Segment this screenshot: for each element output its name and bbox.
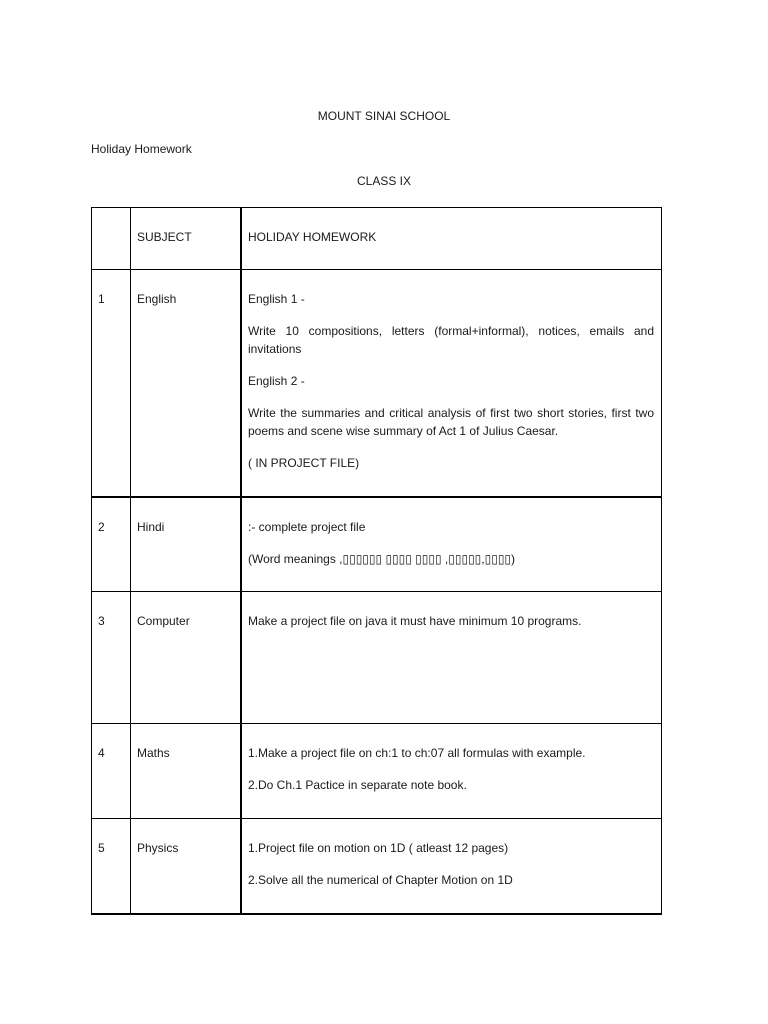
subject-name: Maths — [137, 746, 170, 760]
subject-cell — [131, 724, 242, 819]
header-homework-label: HOLIDAY HOMEWORK — [248, 230, 377, 244]
table-header-row — [92, 208, 662, 270]
table-row — [92, 724, 662, 819]
homework-cell — [241, 497, 662, 592]
document-title: Holiday Homework — [91, 142, 192, 156]
table-row — [92, 270, 662, 497]
row-number-cell — [92, 819, 131, 914]
homework-text: ( IN PROJECT FILE) — [248, 456, 360, 470]
subject-cell — [131, 819, 242, 914]
homework-text: Make a project file on java it must have minimum 10 programs. — [248, 614, 582, 628]
homework-text: (Word meanings ,▯▯▯▯▯▯ ▯▯▯▯ ▯▯▯▯ ,▯▯▯▯▯,▯▯▯▯) — [248, 551, 516, 566]
subject-name: Physics — [137, 841, 179, 855]
row-number-cell — [92, 724, 131, 819]
homework-cell — [241, 819, 662, 914]
school-name: MOUNT SINAI SCHOOL — [317, 109, 451, 123]
homework-table — [91, 207, 662, 915]
homework-text: English 2 - — [248, 374, 305, 388]
homework-text: 1.Project file on motion on 1D ( atleast 12 pages) — [248, 841, 509, 855]
row-number-cell — [92, 270, 131, 497]
homework-text: Write the summaries and critical analysis of first two short stories, first two poems and scene wise summary of Act 1 of Julius Caesar. — [248, 406, 654, 438]
header-number-label — [92, 208, 130, 228]
header-cell-number — [92, 208, 131, 270]
homework-text: Write 10 compositions, letters (formal+informal), notices, emails and invitations — [248, 324, 654, 356]
header-cell-subject — [131, 208, 242, 270]
row-number-cell — [92, 497, 131, 592]
homework-text: 2.Solve all the numerical of Chapter Motion on 1D — [248, 873, 513, 887]
homework-cell — [241, 724, 662, 819]
homework-cell — [241, 592, 662, 724]
subject-name: English — [137, 292, 177, 306]
subject-cell — [131, 592, 242, 724]
homework-text: 2.Do Ch.1 Pactice in separate note book. — [248, 778, 467, 792]
row-number: 1 — [98, 292, 105, 306]
header-subject-label: SUBJECT — [137, 230, 192, 244]
table-row — [92, 819, 662, 914]
subject-name: Hindi — [137, 519, 165, 534]
class-title: CLASS IX — [356, 174, 412, 188]
row-number: 4 — [98, 746, 105, 760]
subject-name: Computer — [137, 614, 190, 628]
homework-text: :- complete project file — [248, 519, 366, 534]
row-number: 5 — [98, 841, 105, 855]
table-row — [92, 592, 662, 724]
homework-text: English 1 - — [248, 292, 305, 306]
row-number-cell — [92, 592, 131, 724]
homework-cell — [241, 270, 662, 497]
subject-cell — [131, 497, 242, 592]
table-row — [92, 497, 662, 592]
row-number: 3 — [98, 614, 105, 628]
subject-cell — [131, 270, 242, 497]
header-cell-homework — [241, 208, 662, 270]
homework-text: 1.Make a project file on ch:1 to ch:07 all formulas with example. — [248, 746, 586, 760]
row-number: 2 — [98, 519, 105, 534]
